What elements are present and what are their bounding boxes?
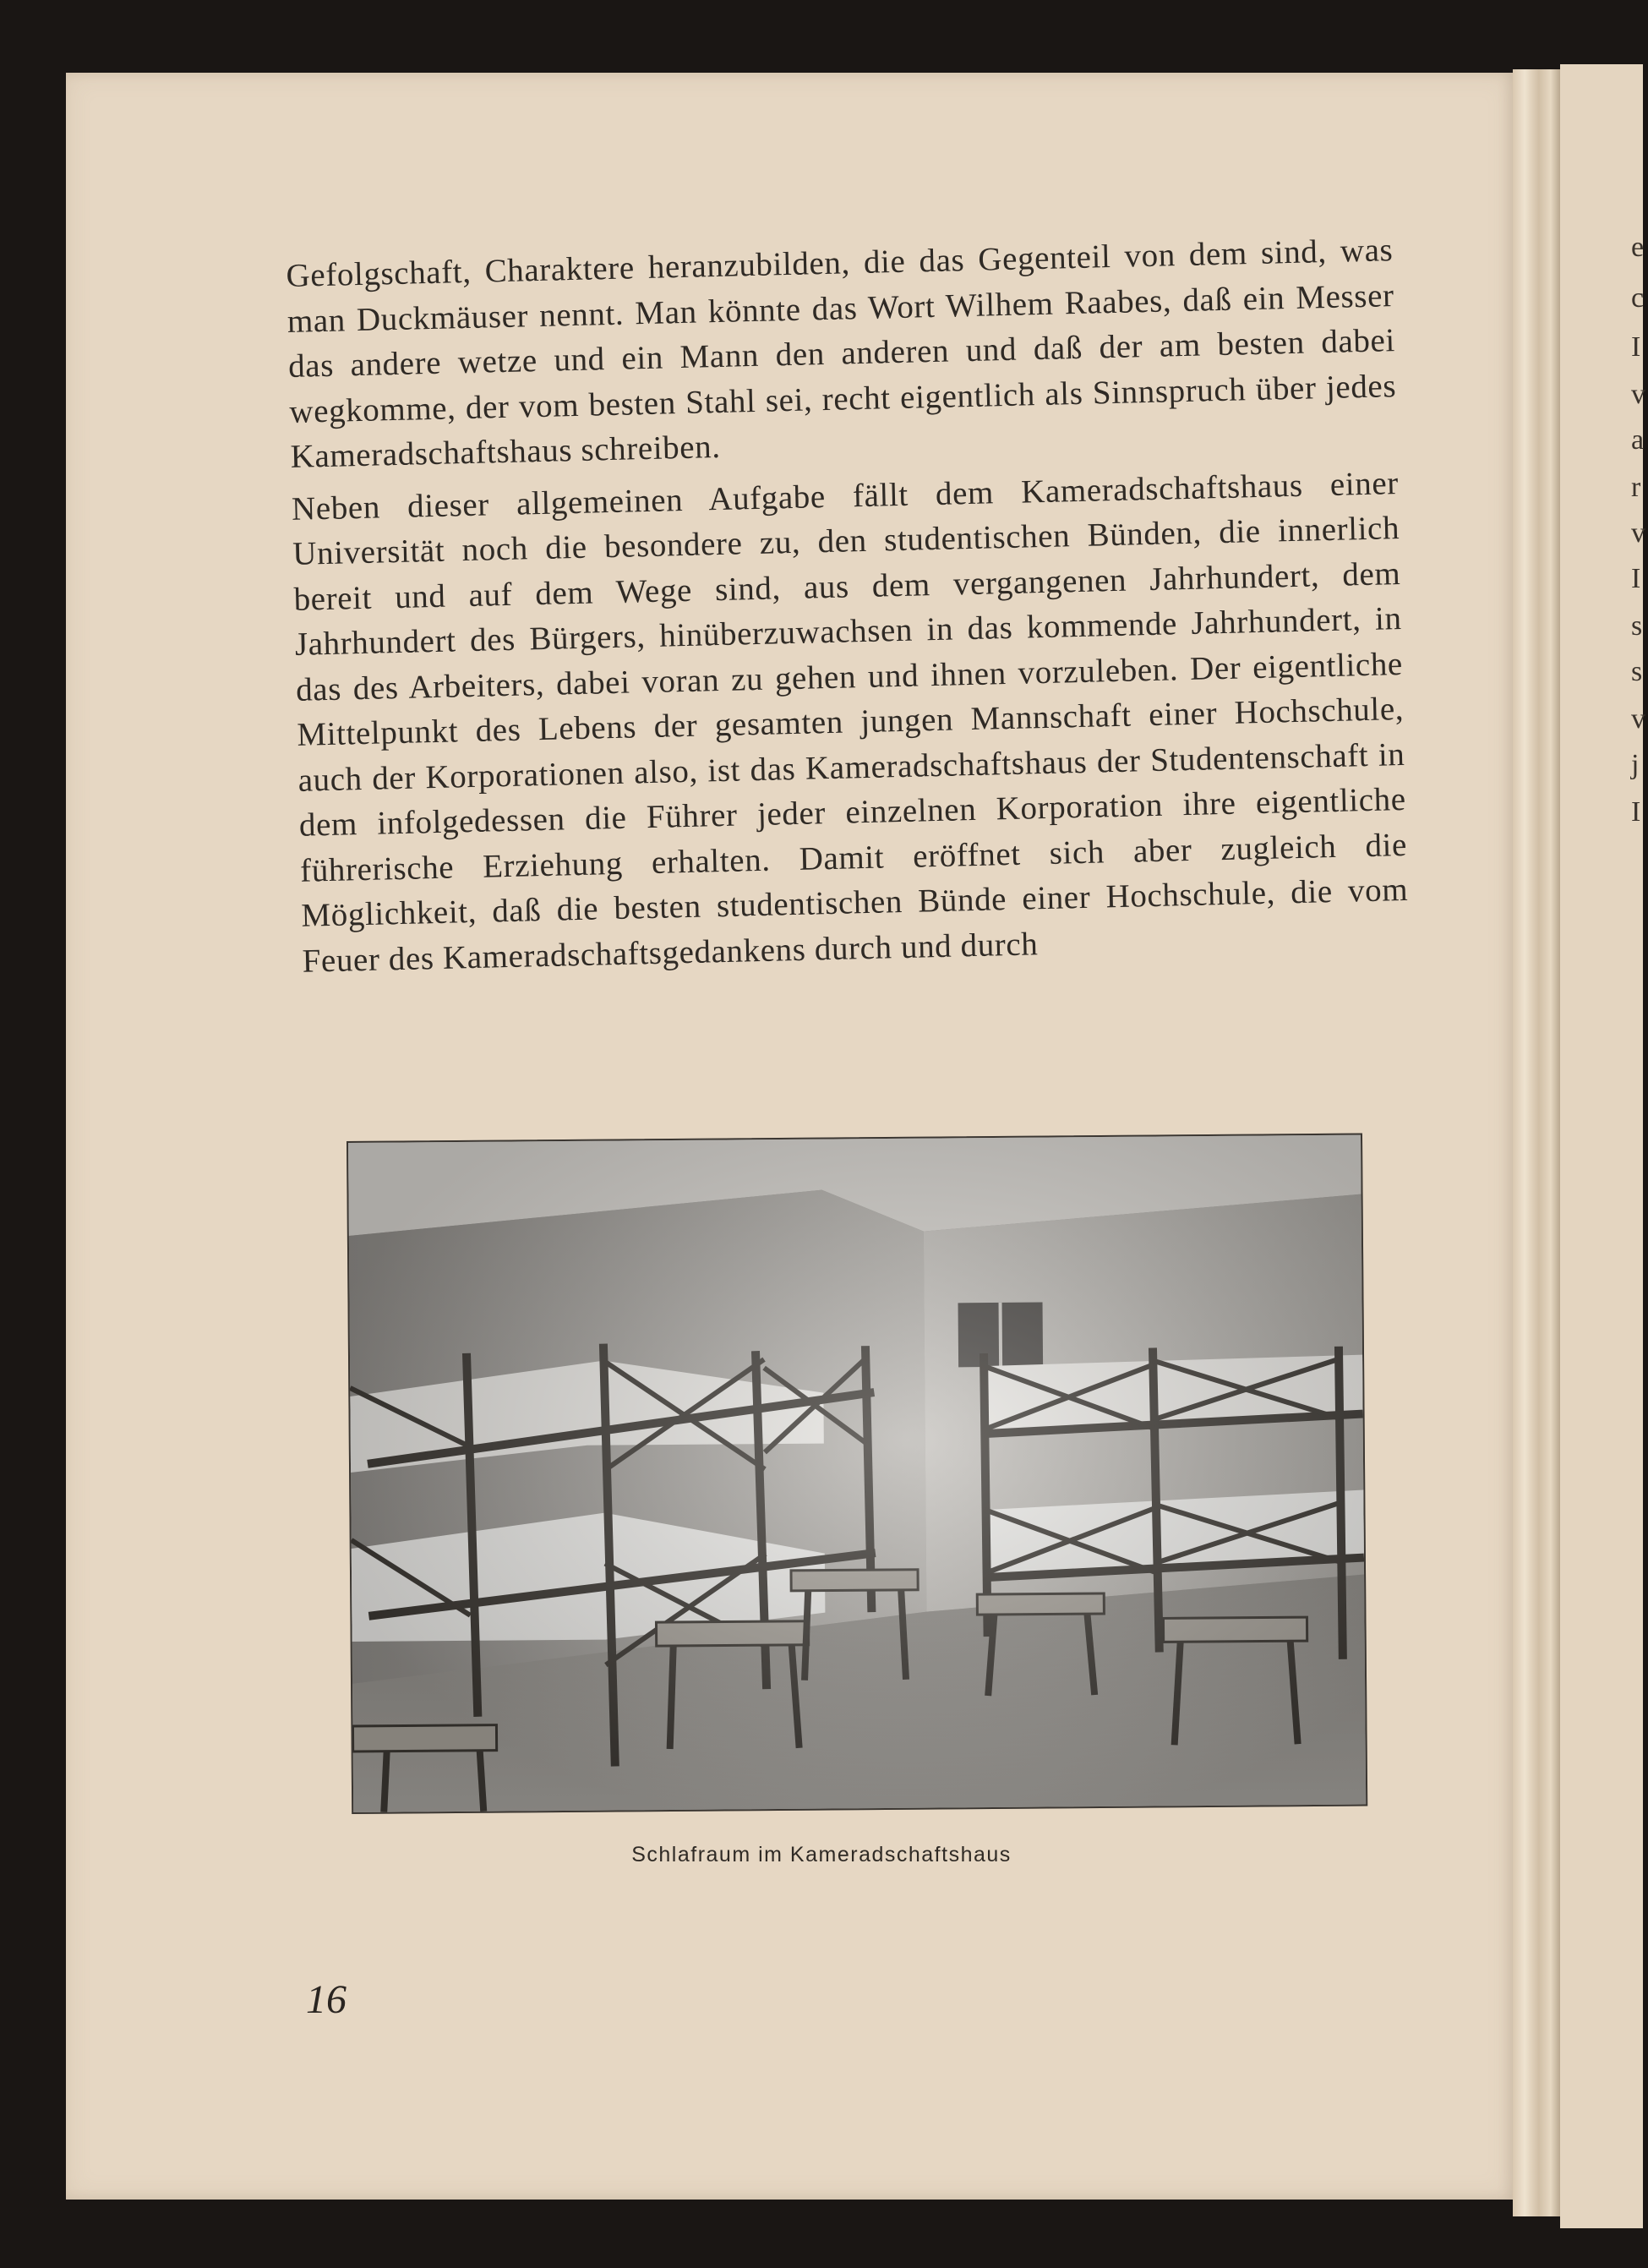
next-page-fragment: r [1631,472,1641,503]
next-page-fragment: e [1631,232,1645,263]
photo-caption: Schlafraum im Kameradschaftshaus [631,1843,1012,1866]
body-text [286,227,1410,991]
next-page-margin [1560,64,1643,2228]
next-page-fragment: I [1631,796,1641,828]
page-number: 16 [306,1977,347,2022]
next-page-fragment: v [1631,517,1645,549]
next-page-fragment: j [1631,749,1640,780]
paragraph: Gefolgschaft, Charaktere heranzubilden, die das Gegenteil von dem sind, was man Duckmäuser nennt. Man könnte das Wort Wilhem Raabes, daß ein Messer das andere wetze und ein Mann den anderen und daß der am besten dabei wegkomme, der vom besten Stahl sei, recht eigentlich als Sinnspruch über jedes Kameradschaftshaus schreiben. [286,232,1397,475]
dormitory-photo [347,1134,1367,1814]
next-page-fragment: s [1631,610,1643,642]
paragraph: Neben dieser allgemeinen Aufgabe fällt dem Kameradschaftshaus einer Universität noch die besondere zu, den studentischen Bünden, die innerlich bereit und auf dem Wege sind, aus dem vergangenen Jahrhundert, dem Jahrhundert des Bürgers, hinüberzuwachsen in das kommende Jahrhundert, in das des Arbeiters, dabei voran zu gehen und ihnen vorzuleben. Der eigentliche Mittelpunkt des Lebens der gesamten jungen Mannschaft einer Hochschule, auch der Korporationen also, ist das Kameradschaftshaus der Studentenschaft in dem infolgedessen die Führer jeder einzelnen Korporation ihre eigentliche führerische Erziehung erhalten. Damit eröffnet sich aber zugleich die Möglichkeit, daß die besten studentischen Bünde einer Hochschule, die vom Feuer des Kameradschaftsgedankens durch und durch [291,464,1409,980]
next-page-fragment: c [1631,282,1645,314]
next-page-fragment: I [1631,563,1641,594]
page-edge [1513,69,1560,2216]
next-page-fragment: v [1631,703,1645,735]
next-page-fragment: v [1631,379,1645,410]
next-page-fragment: s [1631,656,1643,687]
dormitory-photo-illustration [348,1135,1366,1812]
next-page-fragment: I [1631,331,1641,363]
next-page-fragment: a [1631,424,1645,456]
